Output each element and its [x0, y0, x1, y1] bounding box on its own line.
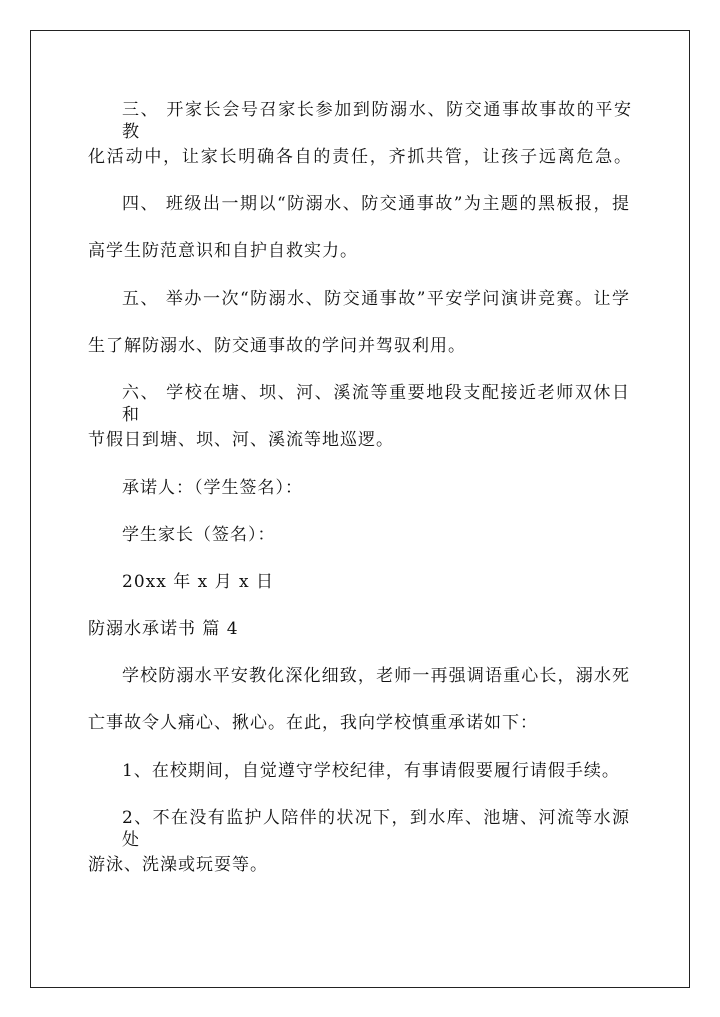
paragraph-3-line-1: 三、 开家长会号召家长参加到防溺水、防交通事故事故的平安教: [122, 100, 632, 142]
pledge-item-2-line-1: 2、不在没有监护人陪伴的状况下，到水库、池塘、河流等水源处: [122, 808, 630, 850]
paragraph-4-line-1: 四、 班级出一期以“防溺水、防交通事故”为主题的黑板报，提: [122, 194, 630, 214]
intro-line-2: 亡事故令人痛心、揪心。在此，我向学校慎重承诺如下：: [88, 713, 538, 733]
section-heading: 防溺水承诺书 篇 4: [88, 619, 239, 639]
pledger-signature-line: 承诺人：（学生签名）：: [122, 478, 303, 498]
parent-signature-line: 学生家长（签名）：: [122, 525, 276, 545]
pledge-item-2-line-2: 游泳、洗澡或玩耍等。: [88, 855, 268, 875]
paragraph-4-line-2: 高学生防范意识和自护自救实力。: [88, 241, 358, 261]
paragraph-5-line-1: 五、 举办一次“防溺水、防交通事故”平安学问演讲竞赛。让学: [122, 289, 630, 309]
paragraph-3-line-2: 化活动中，让家长明确各自的责任，齐抓共管，让孩子远离危急。: [88, 147, 632, 167]
paragraph-6-line-2: 节假日到塘、坝、河、溪流等地巡逻。: [88, 430, 394, 450]
date-line: 20xx 年 x 月 x 日: [122, 572, 275, 592]
intro-line-1: 学校防溺水平安教化深化细致，老师一再强调语重心长，溺水死: [122, 666, 630, 686]
pledge-item-1: 1、在校期间，自觉遵守学校纪律，有事请假要履行请假手续。: [122, 761, 620, 781]
paragraph-6-line-1: 六、 学校在塘、坝、河、溪流等重要地段支配接近老师双休日和: [122, 383, 630, 425]
paragraph-5-line-2: 生了解防溺水、防交通事故的学问并驾驭利用。: [88, 336, 466, 356]
